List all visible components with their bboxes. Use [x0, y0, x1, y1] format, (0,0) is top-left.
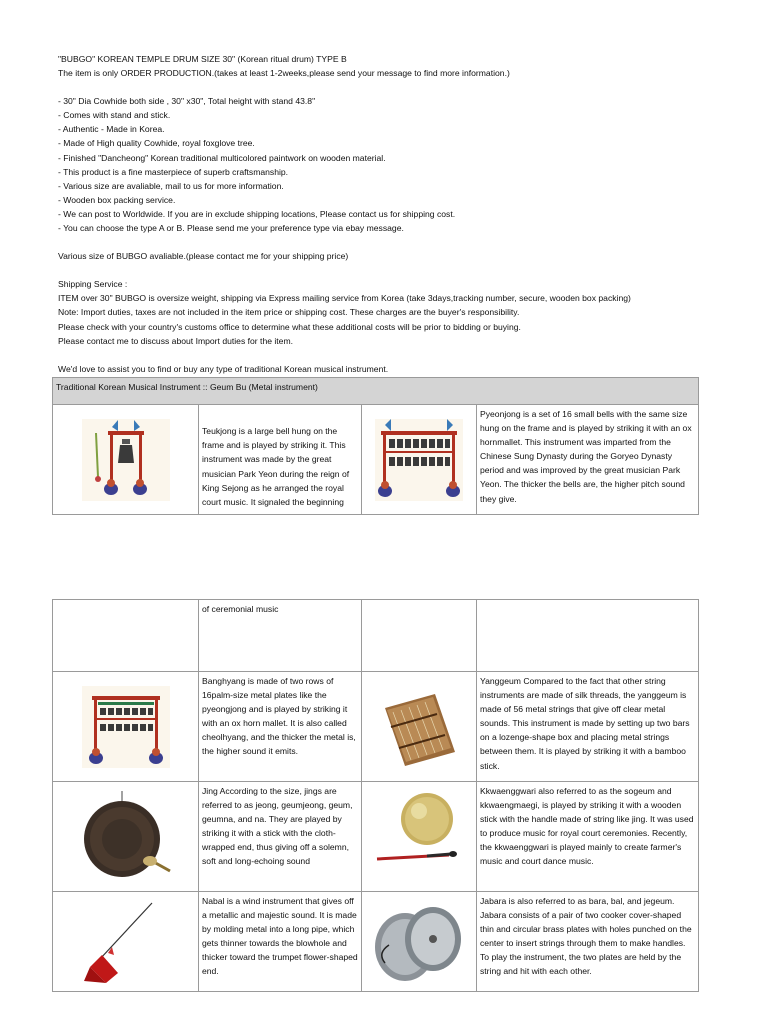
kkwaenggwari-image	[362, 782, 477, 892]
feature-item: - Authentic - Made in Korea.	[58, 124, 165, 135]
teukjong-image	[53, 405, 199, 515]
various-size-note: Various size of BUBGO avaliable.(please contact me for your shipping price)	[58, 251, 349, 262]
feature-item: - We can post to Worldwide. If you are in exclude shipping locations, Please contact us for shipping cost.	[58, 208, 456, 219]
instrument-table-1	[52, 377, 699, 515]
jabara-description: Jabara is also referred to as bara, bal, and jegeum. Jabara consists of a pair of two cooker cover-shaped thin and circular brass plates with holes punched on the center to insert strings through them to make handles. To play the instrument, the two plates are held by the string and hit with each other.	[477, 892, 699, 992]
yanggeum-image	[362, 672, 477, 782]
teukjong-description-continued: of ceremonial music	[199, 600, 362, 672]
nabal-description: Nabal is a wind instrument that gives off a metallic and majestic sound. It is made by molding metal into a long pipe, which gets thinner towards the blowhole and thicker toward the trumpet flower-shaped end.	[199, 892, 362, 992]
assist-note: We'd love to assist you to find or buy any type of traditional Korean musical instrument.	[58, 363, 389, 374]
feature-item: - Made of High quality Cowhide, royal foxglove tree.	[58, 138, 255, 149]
kkwaenggwari-description: Kkwaenggwari also referred to as the sogeum and kkwaengmaegi, is played by striking it with a wooden stick with the handle made of string like jing. It was used to produce music for royal court ceremonies. Recently, the kkwaenggwari is played mainly to create farmer's music and court dance music.	[477, 782, 699, 892]
feature-item: - Various size are avaliable, mail to us for more information.	[58, 180, 284, 191]
banghyang-image	[53, 672, 199, 782]
feature-list	[58, 94, 738, 235]
empty-cell	[362, 600, 477, 672]
empty-cell	[53, 600, 199, 672]
instrument-table-2	[52, 599, 699, 992]
yanggeum-description: Yanggeum Compared to the fact that other string instruments are made of silk threads, the yanggeum is made of 56 metal strings that give off clear metal sounds. This instrument is made by setting up two bars on a lozenge-shape box and placing metal strings between them. It is played by striking it with a bamboo stick.	[477, 672, 699, 782]
teukjong-description: Teukjong is a large bell hung on the frame and is played by striking it. This instrument was made by the great musician Park Yeon during the reign of King Sejong as he arranged the royal court music. It signaled the beginning	[199, 405, 362, 515]
table-header: Traditional Korean Musical Instrument :: Geum Bu (Metal instrument)	[53, 378, 699, 405]
shipping-line: ITEM over 30" BUBGO is oversize weight, shipping via Express mailing service from Korea (take 3days,tracking number, secure, wooden box packing)	[58, 293, 631, 304]
shipping-line: Note: Import duties, taxes are not included in the item price or shipping cost. These charges are the buyer's responsibility.	[58, 307, 520, 318]
banghyang-description: Banghyang is made of two rows of 16palm-size metal plates like the pyeongjong and is played by striking it with an ox horn mallet. It is also called cheolhyang, and the thicker the metal is, the higher sound it emits.	[199, 672, 362, 782]
feature-item: - You can choose the type A or B. Please send me your preference type via ebay message.	[58, 223, 404, 234]
feature-item: - This product is a fine masterpiece of superb craftsmanship.	[58, 166, 289, 177]
product-description	[58, 52, 738, 376]
shipping-line: Please check with your country's customs office to determine what these additional costs will be prior to bidding or buying.	[58, 321, 521, 332]
product-title: "BUBGO" KOREAN TEMPLE DRUM SIZE 30" (Korean ritual drum) TYPE B	[58, 54, 347, 64]
nabal-image	[53, 892, 199, 992]
pyeonjong-description: Pyeonjong is a set of 16 small bells with the same size hung on the frame and is played by striking it with an ox hornmallet. This instrument was imparted from the Chinese Sung Dynasty during the Goryeo Dynasty period and was improved by the great musician Park Yeon. The thicker the bells are, the higher pitch sound they give.	[477, 405, 699, 515]
feature-item: - Wooden box packing service.	[58, 194, 176, 205]
jabara-image	[362, 892, 477, 992]
shipping-line: Please contact me to discuss about Import duties for the item.	[58, 335, 294, 346]
feature-item: - 30" Dia Cowhide both side , 30" x30", Total height with stand 43.8"	[58, 96, 316, 107]
feature-item: - Finished "Dancheong" Korean traditional multicolored paintwork on wooden material.	[58, 152, 386, 163]
jing-description: Jing According to the size, jings are referred to as jeong, geumjeong, geum, geumna, and na. They are played by striking it with a stick with the cloth-wrapped end, thus giving off a solemn, soft and long-echoing sound	[199, 782, 362, 892]
shipping-heading: Shipping Service :	[58, 279, 128, 290]
feature-item: - Comes with stand and stick.	[58, 110, 171, 121]
pyeonjong-image	[362, 405, 477, 515]
jing-image	[53, 782, 199, 892]
empty-cell	[477, 600, 699, 672]
order-note: The item is only ORDER PRODUCTION.(takes at least 1-2weeks,please send your message to find more information.)	[58, 68, 510, 79]
